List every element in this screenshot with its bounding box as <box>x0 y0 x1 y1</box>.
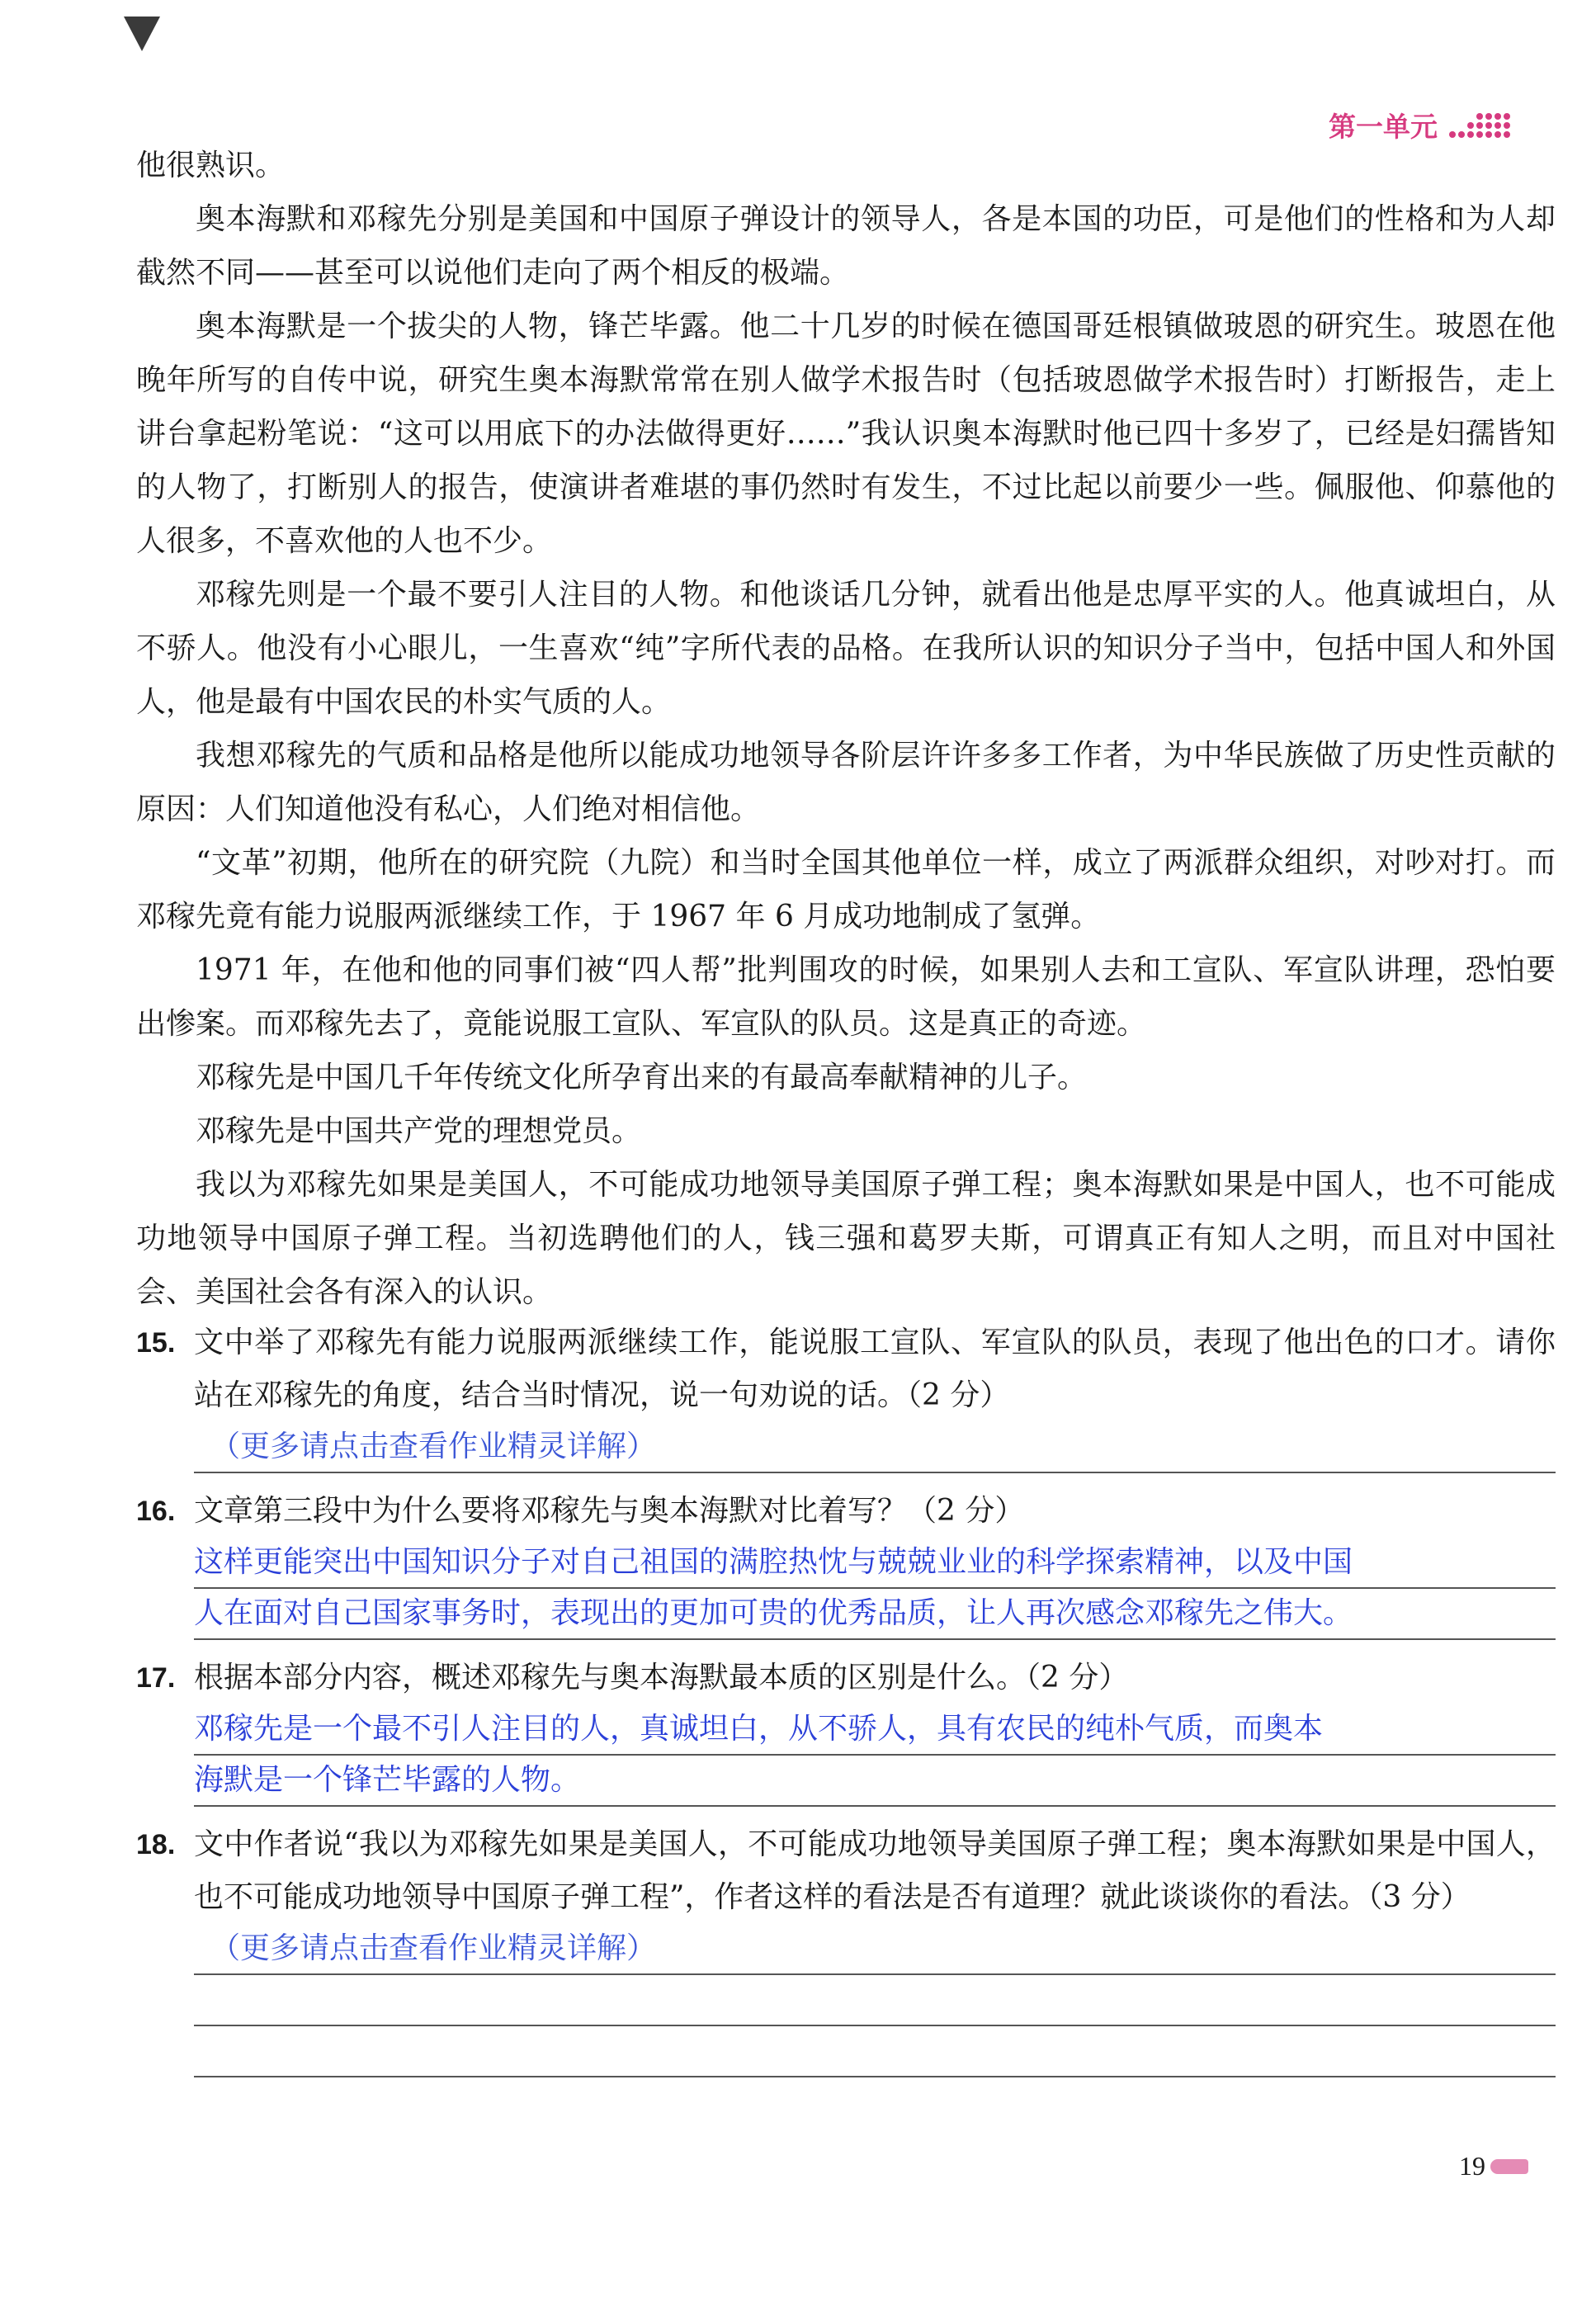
questions-section <box>136 1316 1556 2077</box>
question-16 <box>136 1485 1556 1640</box>
question-text: 根据本部分内容，概述邓稼先与奥本海默最本质的区别是什么。（2 分） <box>194 1661 1129 1694</box>
blank-answer-line[interactable] <box>194 1975 1556 2026</box>
view-solution-link[interactable]: （更多请点击查看作业精灵详解） <box>194 1422 1556 1473</box>
page-tab-icon <box>1490 2159 1528 2174</box>
question-17 <box>136 1652 1556 1807</box>
answer-line: 邓稼先是一个最不引人注目的人，真诚坦白，从不骄人，具有农民的纯朴气质，而奥本 <box>194 1704 1556 1756</box>
article-body <box>136 139 1556 1319</box>
unit-title: 第一单元 <box>1329 111 1438 143</box>
question-number: 18. <box>136 1829 176 1860</box>
article-paragraph: 奥本海默和邓稼先分别是美国和中国原子弹设计的领导人，各是本国的功臣，可是他们的性格和为人却截然不同——甚至可以说他们走向了两个相反的极端。 <box>136 202 1556 290</box>
page-number: 19 <box>1459 2151 1485 2181</box>
article-paragraph: 奥本海默是一个拔尖的人物，锋芒毕露。他二十几岁的时候在德国哥廷根镇做玻恩的研究生。玻恩在他晚年所写的自传中说，研究生奥本海默常常在别人做学术报告时（包括玻恩做学术报告时）打断报告，走上讲台拿起粉笔说：“这可以用底下的办法做得更好……”我认识奥本海默时他已四十多岁了，已经是妇孺皆知的人物了，打断别人的报告，使演讲者难堪的事仍然时有发生，不过比起以前要少一些。佩服他、仰慕他的人很多，不喜欢他的人也不少。 <box>136 310 1556 558</box>
answer-area <box>194 1924 1556 2077</box>
question-number: 15. <box>136 1327 176 1359</box>
corner-triangle-icon <box>124 17 160 51</box>
answer-line: 海默是一个锋芒毕露的人物。 <box>194 1756 1556 1807</box>
question-18 <box>136 1818 1556 2077</box>
question-number: 17. <box>136 1662 176 1694</box>
question-number: 16. <box>136 1496 176 1527</box>
article-paragraph: 邓稼先则是一个最不要引人注目的人物。和他谈话几分钟，就看出他是忠厚平实的人。他真诚坦白，从不骄人。他没有小心眼儿，一生喜欢“纯”字所代表的品格。在我所认识的知识分子当中，包括中国人和外国人，他是最有中国农民的朴实气质的人。 <box>136 578 1556 719</box>
article-paragraph: 他很熟识。 <box>136 149 286 182</box>
question-text: 文中举了邓稼先有能力说服两派继续工作，能说服工宣队、军宣队的队员，表现了他出色的口才。请你站在邓稼先的角度，结合当时情况，说一句劝说的话。（2 分） <box>194 1326 1556 1412</box>
question-text: 文章第三段中为什么要将邓稼先与奥本海默对比着写？（2 分） <box>194 1494 1025 1528</box>
article-paragraph: 邓稼先是中国共产党的理想党员。 <box>196 1114 642 1148</box>
article-paragraph: 我想邓稼先的气质和品格是他所以能成功地领导各阶层许许多多工作者，为中华民族做了历史性贡献的原因：人们知道他没有私心，人们绝对相信他。 <box>136 739 1556 826</box>
article-paragraph: “文革”初期，他所在的研究院（九院）和当时全国其他单位一样，成立了两派群众组织，对吵对打。而邓稼先竟有能力说服两派继续工作，于 1967 年 6 月成功地制成了氢弹。 <box>136 846 1556 933</box>
answer-area <box>194 1704 1556 1807</box>
question-15 <box>136 1316 1556 1473</box>
dots-pattern-icon <box>1449 113 1510 138</box>
answer-line: 人在面对自己国家事务时，表现出的更加可贵的优秀品质，让人再次感念邓稼先之伟大。 <box>194 1589 1556 1640</box>
blank-answer-line[interactable] <box>194 2026 1556 2077</box>
page-footer <box>1459 2151 1528 2181</box>
question-text: 文中作者说“我以为邓稼先如果是美国人，不可能成功地领导美国原子弹工程；奥本海默如果是中国人，也不可能成功地领导中国原子弹工程”，作者这样的看法是否有道理？就此谈谈你的看法。（3 分） <box>194 1827 1556 1914</box>
article-paragraph: 1971 年，在他和他的同事们被“四人帮”批判围攻的时候，如果别人去和工宣队、军宣队讲理，恐怕要出惨案。而邓稼先去了，竟能说服工宣队、军宣队的队员。这是真正的奇迹。 <box>136 953 1556 1041</box>
answer-area <box>194 1538 1556 1640</box>
answer-area <box>194 1422 1556 1473</box>
view-solution-link[interactable]: （更多请点击查看作业精灵详解） <box>194 1924 1556 1975</box>
article-paragraph: 我以为邓稼先如果是美国人，不可能成功地领导美国原子弹工程；奥本海默如果是中国人，也不可能成功地领导中国原子弹工程。当初选聘他们的人，钱三强和葛罗夫斯，可谓真正有知人之明，而且对中国社会、美国社会各有深入的认识。 <box>136 1168 1556 1309</box>
article-paragraph: 邓稼先是中国几千年传统文化所孕育出来的有最高奉献精神的儿子。 <box>196 1061 1088 1094</box>
answer-line: 这样更能突出中国知识分子对自己祖国的满腔热忱与兢兢业业的科学探索精神，以及中国 <box>194 1538 1556 1589</box>
